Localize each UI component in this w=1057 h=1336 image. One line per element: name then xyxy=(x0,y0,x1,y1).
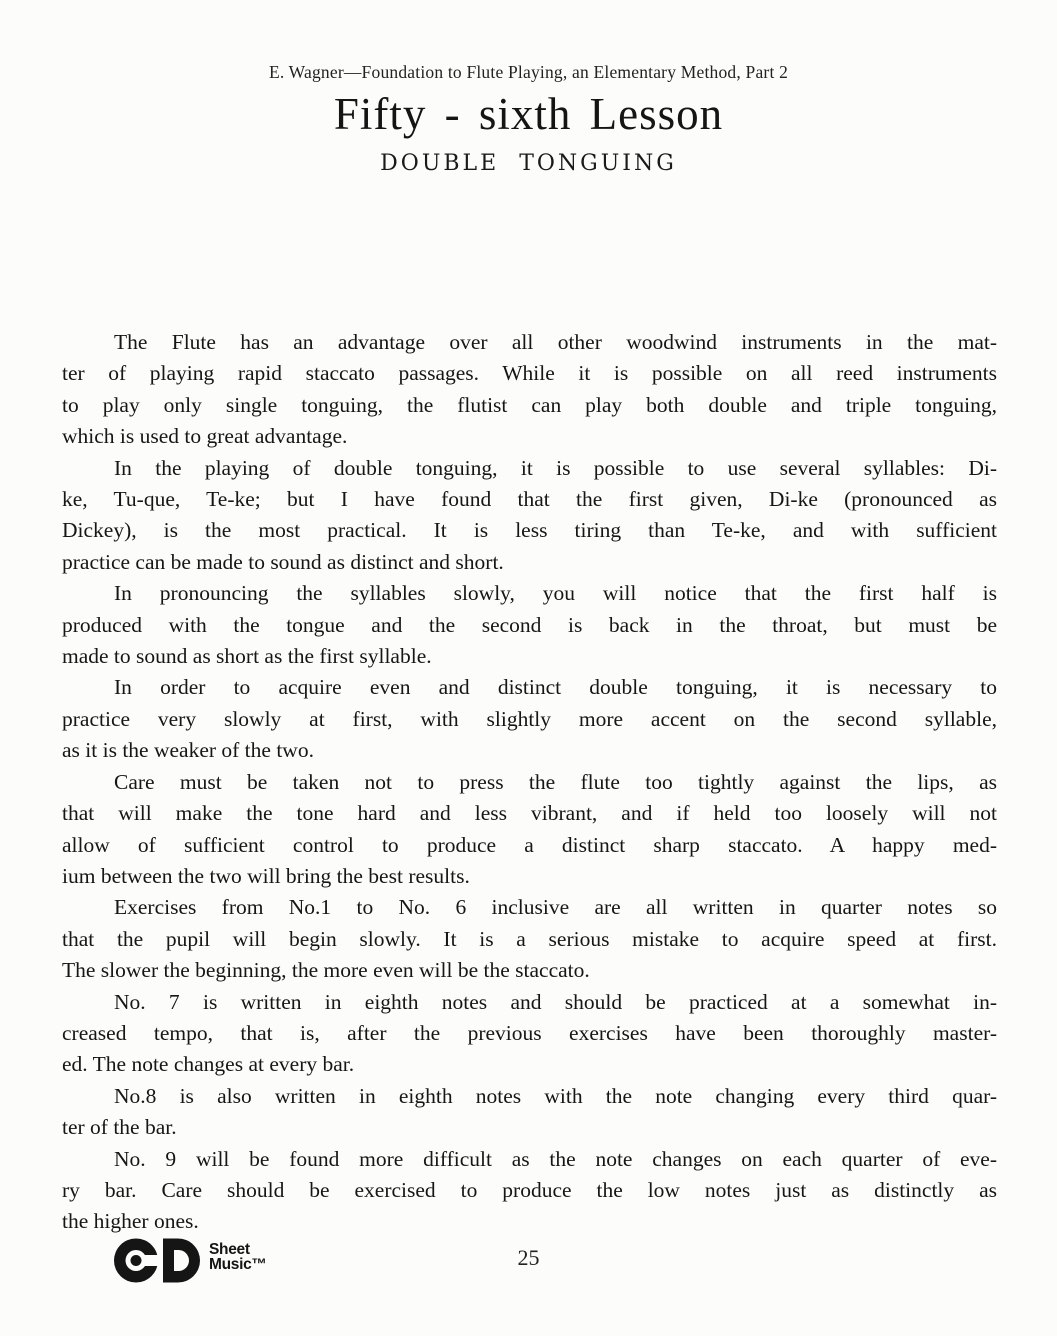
logo-wordmark-line2: Music™ xyxy=(209,1255,267,1273)
paragraph-line: which is used to great advantage. xyxy=(62,424,348,449)
paragraph-line: In pronouncing the syllables slowly, you will notice that the first half is xyxy=(114,581,997,606)
lesson-subtitle: DOUBLE TONGUING xyxy=(380,151,677,176)
paragraph-line: to play only single tonguing, the flutist can play both double and triple tonguing, xyxy=(62,392,997,417)
paragraph-line: In the playing of double tonguing, it is possible to use several syllables: Di- xyxy=(114,455,997,480)
paragraph-line: The Flute has an advantage over all other woodwind instruments in the mat- xyxy=(114,330,997,354)
paragraph-line: ium between the two will bring the best results. xyxy=(62,863,470,888)
paragraph-line: produced with the tongue and the second is back in the throat, but must be xyxy=(62,612,997,637)
paragraph-line: made to sound as short as the first syllable. xyxy=(62,644,432,669)
paragraph-line: ry bar. Care should be exercised to produce the low notes just as distinctly as xyxy=(62,1177,997,1202)
paragraph-line: ter of playing rapid staccato passages. While it is possible on all reed instruments xyxy=(62,361,997,386)
logo-wordmark-line1: Sheet xyxy=(209,1241,250,1258)
paragraph-line: ke, Tu-que, Te-ke; but I have found that the first given, Di-ke (pronounced as xyxy=(62,487,997,512)
paragraph-line: In order to acquire even and distinct double tonguing, it is necessary to xyxy=(114,675,997,700)
paragraph-line: Dickey), is the most practical. It is less tiring than Te-ke, and with sufficient xyxy=(62,518,997,543)
paragraph-line: No. 9 will be found more difficult as the note changes on each quarter of eve- xyxy=(114,1146,997,1171)
body-text xyxy=(62,327,997,1238)
lesson-title: Fifty - sixth Lesson xyxy=(333,89,724,139)
paragraph-line: practice can be made to sound as distinct and short. xyxy=(62,549,504,574)
paragraph-line: Care must be taken not to press the flute too tightly against the lips, as xyxy=(114,769,997,794)
paragraph-line: ter of the bar. xyxy=(62,1115,177,1140)
paragraph-line: ed. The note changes at every bar. xyxy=(62,1052,355,1077)
paragraph-line: No. 7 is written in eighth notes and should be practiced at a somewhat in- xyxy=(114,989,997,1014)
paragraph-line: The slower the beginning, the more even will be the staccato. xyxy=(62,958,590,983)
paragraph-line: as it is the weaker of the two. xyxy=(62,738,314,763)
page-number: 25 xyxy=(517,1245,540,1270)
paragraph-line: the higher ones. xyxy=(62,1209,199,1234)
running-header: E. Wagner—Foundation to Flute Playing, an Elementary Method, Part 2 xyxy=(268,62,789,82)
paragraph-line: that the pupil will begin slowly. It is a serious mistake to acquire speed at first. xyxy=(62,926,997,951)
paragraph-line: Exercises from No.1 to No. 6 inclusive are all written in quarter notes so xyxy=(114,895,997,920)
paragraph-line: No.8 is also written in eighth notes with the note changing every third quar- xyxy=(114,1083,997,1108)
paragraph-line: practice very slowly at first, with slightly more accent on the second syllable, xyxy=(62,706,997,731)
paragraph-line: allow of sufficient control to produce a distinct sharp staccato. A happy med- xyxy=(62,832,997,857)
paragraph-line: that will make the tone hard and less vibrant, and if held too loosely will not xyxy=(62,801,997,826)
paragraph-line: creased tempo, that is, after the previous exercises have been thoroughly master- xyxy=(62,1020,997,1045)
